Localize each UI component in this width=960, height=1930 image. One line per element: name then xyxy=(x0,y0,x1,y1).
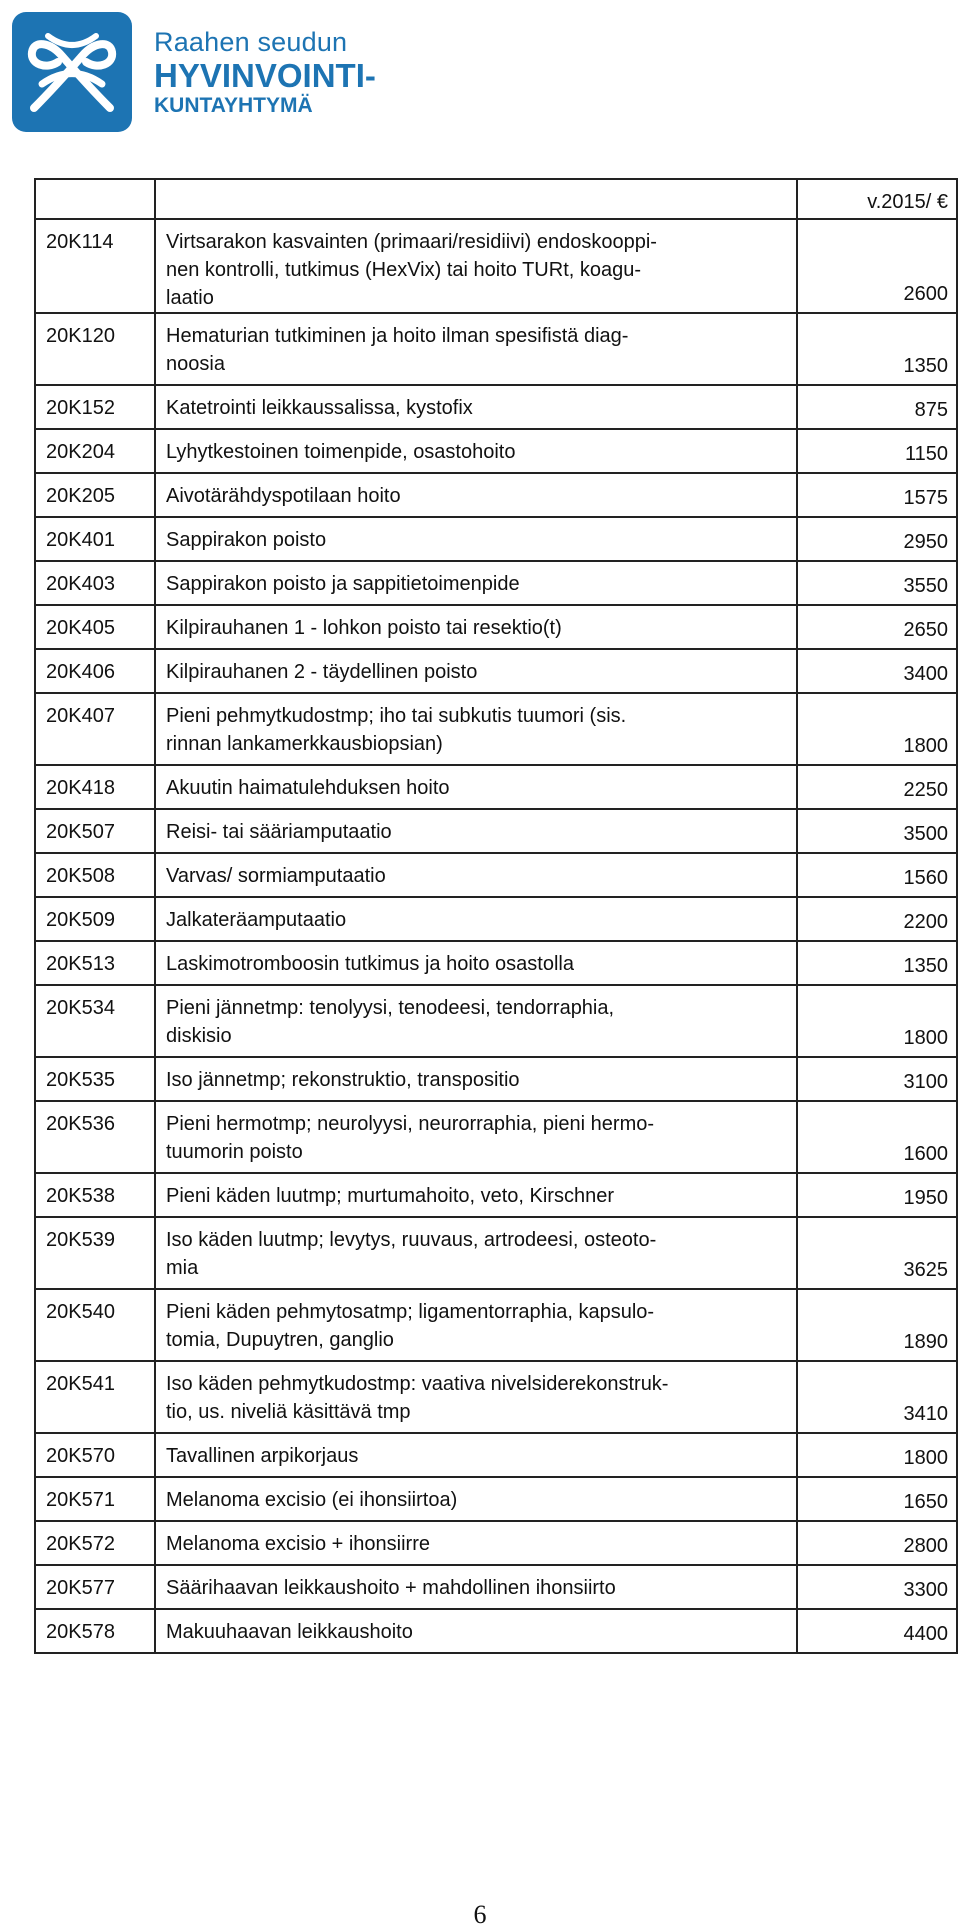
table-row xyxy=(35,985,957,1057)
procedure-price: 1800 xyxy=(797,985,957,1057)
procedure-price: 3550 xyxy=(797,561,957,605)
logo-line-1: Raahen seudun xyxy=(154,27,348,57)
procedure-price: 1800 xyxy=(797,693,957,765)
table-row xyxy=(35,385,957,429)
procedure-code: 20K572 xyxy=(35,1521,155,1565)
procedure-code: 20K571 xyxy=(35,1477,155,1521)
procedure-description: Aivotärähdyspotilaan hoito xyxy=(155,473,797,517)
procedure-price: 3300 xyxy=(797,1565,957,1609)
procedure-description: Akuutin haimatulehduksen hoito xyxy=(155,765,797,809)
procedure-code: 20K205 xyxy=(35,473,155,517)
procedure-description: Pieni jännetmp: tenolyysi, tenodeesi, tendorraphia, diskisio xyxy=(155,985,797,1057)
table-row xyxy=(35,219,957,313)
table-row xyxy=(35,1477,957,1521)
procedure-code: 20K509 xyxy=(35,897,155,941)
knot-logo-icon xyxy=(12,12,132,132)
procedure-code: 20K577 xyxy=(35,1565,155,1609)
procedure-price: 2250 xyxy=(797,765,957,809)
procedure-description: Iso käden pehmytkudostmp: vaativa nivelsiderekonstruk- tio, us. niveliä käsittävä tmp xyxy=(155,1361,797,1433)
table-row xyxy=(35,517,957,561)
table-row xyxy=(35,1609,957,1653)
procedure-price: 2200 xyxy=(797,897,957,941)
procedure-description: Sappirakon poisto xyxy=(155,517,797,561)
procedure-code: 20K114 xyxy=(35,219,155,313)
table-row xyxy=(35,765,957,809)
procedure-description: Pieni käden luutmp; murtumahoito, veto, Kirschner xyxy=(155,1173,797,1217)
procedure-code: 20K406 xyxy=(35,649,155,693)
procedure-description: Hematurian tutkiminen ja hoito ilman spesifistä diag- noosia xyxy=(155,313,797,385)
procedure-code: 20K403 xyxy=(35,561,155,605)
table-row xyxy=(35,313,957,385)
table-row xyxy=(35,605,957,649)
procedure-code: 20K401 xyxy=(35,517,155,561)
procedure-description: Jalkateräamputaatio xyxy=(155,897,797,941)
procedure-price: 3500 xyxy=(797,809,957,853)
procedure-description: Virtsarakon kasvainten (primaari/residiivi) endoskooppi- nen kontrolli, tutkimus (HexVix) tai hoito TURt, koagu- laatio xyxy=(155,219,797,313)
procedure-price: 1950 xyxy=(797,1173,957,1217)
procedure-price: 1575 xyxy=(797,473,957,517)
procedure-code: 20K536 xyxy=(35,1101,155,1173)
procedure-code: 20K534 xyxy=(35,985,155,1057)
table-row xyxy=(35,809,957,853)
procedure-description: Iso jännetmp; rekonstruktio, transpositio xyxy=(155,1057,797,1101)
procedure-description: Katetrointi leikkaussalissa, kystofix xyxy=(155,385,797,429)
procedure-code: 20K407 xyxy=(35,693,155,765)
procedure-description: Pieni hermotmp; neurolyysi, neurorraphia, pieni hermo- tuumorin poisto xyxy=(155,1101,797,1173)
procedure-description: Kilpirauhanen 1 - lohkon poisto tai resektio(t) xyxy=(155,605,797,649)
procedure-code: 20K578 xyxy=(35,1609,155,1653)
organization-name xyxy=(154,26,376,118)
table-header-row xyxy=(35,179,957,219)
table-row xyxy=(35,1289,957,1361)
procedure-code: 20K507 xyxy=(35,809,155,853)
procedure-price: 1350 xyxy=(797,941,957,985)
procedure-code: 20K538 xyxy=(35,1173,155,1217)
procedure-code: 20K152 xyxy=(35,385,155,429)
procedure-price: 4400 xyxy=(797,1609,957,1653)
table-row xyxy=(35,941,957,985)
procedure-price: 1800 xyxy=(797,1433,957,1477)
table-row xyxy=(35,649,957,693)
table-row xyxy=(35,693,957,765)
table-row xyxy=(35,1173,957,1217)
logo-line-3: KUNTAYHTYMÄ xyxy=(154,94,313,117)
price-table-body xyxy=(35,179,957,1653)
procedure-description: Iso käden luutmp; levytys, ruuvaus, artrodeesi, osteoto- mia xyxy=(155,1217,797,1289)
procedure-description: Pieni käden pehmytosatmp; ligamentorraphia, kapsulo- tomia, Dupuytren, ganglio xyxy=(155,1289,797,1361)
table-row xyxy=(35,1217,957,1289)
procedure-price: 2600 xyxy=(797,219,957,313)
procedure-code: 20K204 xyxy=(35,429,155,473)
logo-line-2: HYVINVOINTI- xyxy=(154,57,376,94)
procedure-code: 20K405 xyxy=(35,605,155,649)
procedure-price: 1150 xyxy=(797,429,957,473)
procedure-code: 20K120 xyxy=(35,313,155,385)
procedure-price: 2950 xyxy=(797,517,957,561)
table-row xyxy=(35,473,957,517)
table-row xyxy=(35,1521,957,1565)
procedure-description: Lyhytkestoinen toimenpide, osastohoito xyxy=(155,429,797,473)
procedure-description: Kilpirauhanen 2 - täydellinen poisto xyxy=(155,649,797,693)
header-description-cell xyxy=(155,179,797,219)
procedure-price: 1890 xyxy=(797,1289,957,1361)
table-row xyxy=(35,1057,957,1101)
table-row xyxy=(35,1565,957,1609)
procedure-price: 2650 xyxy=(797,605,957,649)
table-row xyxy=(35,897,957,941)
procedure-price: 1650 xyxy=(797,1477,957,1521)
price-table xyxy=(34,178,958,1654)
procedure-description: Säärihaavan leikkaushoito + mahdollinen ihonsiirto xyxy=(155,1565,797,1609)
procedure-code: 20K541 xyxy=(35,1361,155,1433)
procedure-code: 20K535 xyxy=(35,1057,155,1101)
procedure-description: Melanoma excisio (ei ihonsiirtoa) xyxy=(155,1477,797,1521)
header-price-cell: v.2015/ € xyxy=(797,179,957,219)
procedure-price: 3625 xyxy=(797,1217,957,1289)
procedure-price: 1350 xyxy=(797,313,957,385)
procedure-description: Sappirakon poisto ja sappitietoimenpide xyxy=(155,561,797,605)
page-number: 6 xyxy=(473,1900,487,1929)
procedure-code: 20K540 xyxy=(35,1289,155,1361)
table-row xyxy=(35,1101,957,1173)
procedure-code: 20K513 xyxy=(35,941,155,985)
procedure-description: Melanoma excisio + ihonsiirre xyxy=(155,1521,797,1565)
table-row xyxy=(35,1361,957,1433)
table-row xyxy=(35,853,957,897)
procedure-price: 1600 xyxy=(797,1101,957,1173)
procedure-price: 3400 xyxy=(797,649,957,693)
page-header xyxy=(12,12,442,137)
header-code-cell xyxy=(35,179,155,219)
procedure-description: Varvas/ sormiamputaatio xyxy=(155,853,797,897)
procedure-description: Pieni pehmytkudostmp; iho tai subkutis tuumori (sis. rinnan lankamerkkausbiopsian) xyxy=(155,693,797,765)
procedure-description: Tavallinen arpikorjaus xyxy=(155,1433,797,1477)
procedure-price: 875 xyxy=(797,385,957,429)
table-row xyxy=(35,1433,957,1477)
procedure-description: Makuuhaavan leikkaushoito xyxy=(155,1609,797,1653)
procedure-price: 3100 xyxy=(797,1057,957,1101)
table-row xyxy=(35,429,957,473)
procedure-code: 20K539 xyxy=(35,1217,155,1289)
procedure-description: Reisi- tai sääriamputaatio xyxy=(155,809,797,853)
procedure-price: 2800 xyxy=(797,1521,957,1565)
procedure-code: 20K418 xyxy=(35,765,155,809)
procedure-description: Laskimotromboosin tutkimus ja hoito osastolla xyxy=(155,941,797,985)
procedure-code: 20K508 xyxy=(35,853,155,897)
procedure-price: 3410 xyxy=(797,1361,957,1433)
procedure-price: 1560 xyxy=(797,853,957,897)
table-row xyxy=(35,561,957,605)
procedure-code: 20K570 xyxy=(35,1433,155,1477)
